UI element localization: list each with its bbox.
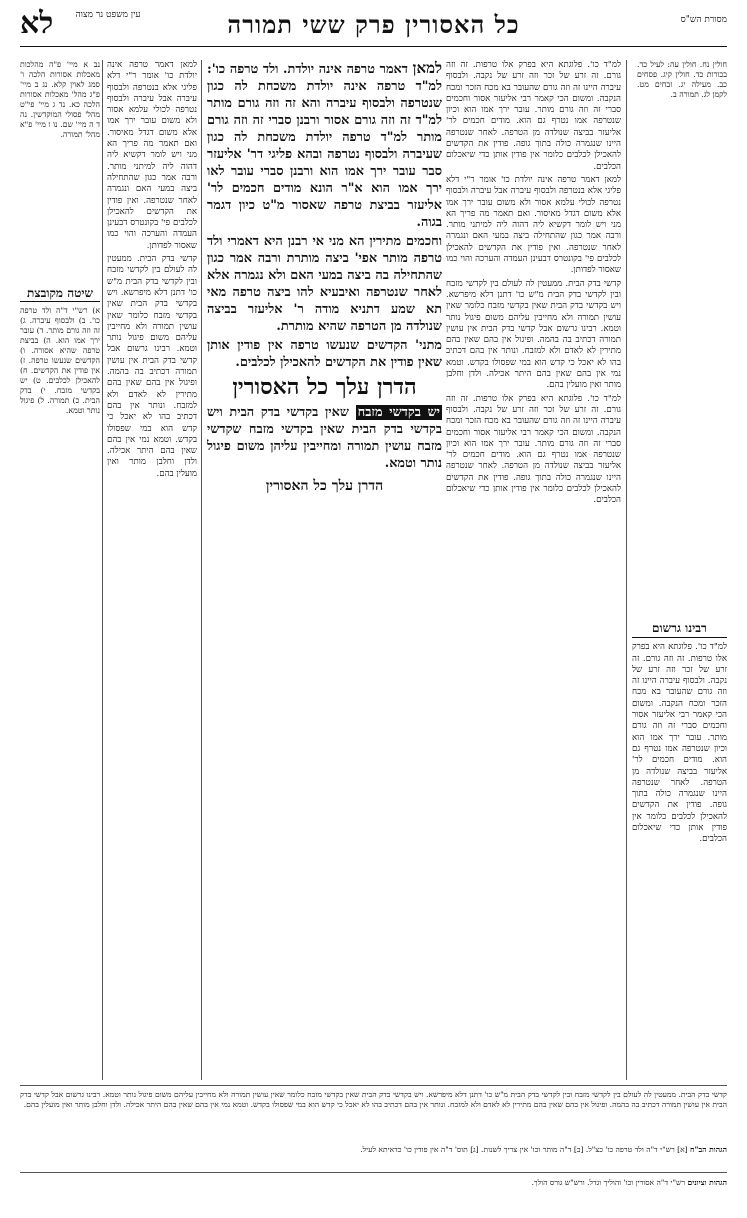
- rabbeinu-gershom-title: רבינו גרשום: [632, 620, 727, 638]
- shita-mekubetzet-text: א) רש"י ד"ה ולד טרפה כו'. ב) ולבסוף עיברה. ג) זה וזה גורם מותר. ד) עובר ירך אמו הוא. ה) בביצת טרפה שהיא אסורה. ו) הקדשים שנעשו טרפה. ז) אין פודין את הקדשים. ח) להאכילן לכלבים. ט) יש בקדשי מזבח. י) בדק הבית. כ) תמורה. ל) פיגול נותר וטמא.: [20, 306, 100, 415]
- rabbeinu-gershom-text: למ"ד כו'. פלוגתא היא בפרק אלו טרפות. זה וזה גורם. זה זרע של זכר וזה זרע של נקבה. ולבסוף עיברה היינו זה וזה גורם שהעובר בא מכח הזכר ומכח הנקבה. ומשום הכי קאמר רבי אליעזר אסור וחכמים סברי זה וזה גורם מותר. עובר ירך אמו הוא וכיון שנטרפה אמו נטרף גם הוא. מודים חכמים לר' אליעזר בביצה שנולדה מן הטרפה. לאחר שנטרפה היינו שנגמרה כולה בתוך גופה. פודין את הקדשים להאכילן לכלבים כלומר אין פודין אותן כדי שיאכלום הכלבים.: [632, 642, 727, 845]
- column-divider: [102, 60, 103, 1080]
- hagahot-vetziyunim-text: רש"י ד"ה אסורין וכו' והוליך וגדל. ורש"ש גורס הולך.: [531, 1178, 686, 1187]
- mishna-opening-highlight: יש בקדשי מזבח: [357, 405, 440, 420]
- rashi-column: [446, 60, 621, 1080]
- shita-mekubetzet-column: [20, 285, 100, 1080]
- header-rule: [20, 46, 727, 47]
- ein-mishpat-label: עין משפט נר מצוה: [75, 10, 141, 20]
- hagahot-vetziyunim: [20, 1178, 727, 1200]
- gemara-text-3: מתני' הקדשים שנעשו טרפה אין פודין אותן שאין פודין את הקדשים להאכילן לכלבים.: [207, 338, 442, 370]
- hagahot-habach-text: [א] רש"י ד"ה ולד טרפה כו' כצ"ל. [ב] ד"ה מותר וכו' אין צריך לשנות. [ג] תוס' ד"ה אין פודין כו' כדאיתא לעיל.: [360, 1145, 688, 1154]
- ein-mishpat-text: נב א מיי' פ"ה מהלכות מאכלות אסורות הלכה ו' סמג לאוין קלא. נג ב מיי' פ"ג מהל' מאכלות אסורות הלכה כא. נד ג מיי' פי"ט מהל' פסולי המוקדשין. נה ד ה מיי' שם. נו ו מיי' פ"א מהל' תמורה.: [20, 60, 100, 139]
- notes-rule: [20, 1085, 727, 1086]
- tosafot-text: למאן דאמר טרפה אינה יולדת כו' אומר ר"י דלא פליגי אלא בנטרפה ולבסוף עיברה אבל עיברה ולבסוף נטרפה לכולי עלמא אסור ולא משום עובר ירך אמו אלא משום דגדל מאיסור. ואם תאמר מה פריך הא מני ויש לומר דקשיא ליה דהוה ליה למיתני מותר. ורבה אמר כגון שהתחילה ביצה במעי האם ונגמרה לאחר שנטרפה. ואין פודין את הקדשים להאכילן לכלבים פי' בקונטרס דבעינן העמדה והערכה והוי כמו שאסור לפדותן.: [107, 60, 197, 251]
- notes-rule: [20, 1172, 727, 1173]
- opening-word: למאן: [412, 60, 442, 77]
- commentary-continued-text: קדשי בדק הבית. ממעטין לה לעולם בין לקדשי מזבח ובין לקדשי בדק הבית מ"ש כו' דתנן דלא מיפרשא. ויש בקדשי בדק הבית שאין בקדשי מזבח כלומר שאין עושין תמורה ולא מחייבין עליהם משום פיגול נותר וטמא. רבינו גרשום אבל קדשי בדק הבית אין עושין תמורה דכתיב בה בהמה. ופיגול אין בהם שאין בהם מתירין לא לאדם ולא למזבח. ונותר אין בהם דכתיב בהו לא יאכל כי קדש הוא במי שפסולו בקדש. וטמא נמי אין בהם שאין בהם היתר אכילה. ולדן וחלבן מותר ואין מועלין בהם.: [446, 278, 621, 391]
- tosafot-text-2: קדשי בדק הבית. ממעטין לה לעולם בין לקדשי מזבח ובין לקדשי בדק הבית מ"ש כו' דתנן דלא מיפרשא. ויש בקדשי בדק הבית שאין בקדשי מזבח כלומר שאין עושין תמורה ולא מחייבין עליהם משום פיגול נותר וטמא. רבינו גרשום אבל קדשי בדק הבית אין עושין תמורה דכתיב בה בהמה. ופיגול אין בהם שאין בהם מתירין לא לאדם ולא למזבח. ונותר אין בהם דכתיב בהו לא יאכל כי קדש הוא במי שפסולו בקדש. וטמא נמי אין בהם שאין בהם היתר אכילה. ולדן וחלבן מותר ואין מועלין בהם.: [107, 254, 197, 479]
- shita-mekubetzet-title: שיטה מקובצת: [20, 285, 100, 302]
- gemara-text-1: דאמר טרפה אינה יולדת. ולד טרפה כו': למ"ד טרפה אינה יולדת משכחת לה כגון שנטרפה ולבסוף עיברה והא זה וזה גורם מותר למ"ד זה וזה גורם אסור ורבנן סברי זה וזה גורם מותר למ"ד טרפה יולדת משכחת לה כגון שעיברה ולבסוף נטרפה ובהא פליגי דר' אליעזר סבר עובר ירך אמו הוא ורבנן סברי עובר לאו ירך אמו הוא א"ר הונא מודים חכמים לר' אליעזר בביצת טרפה שאסור מ"ט כיון דגמר בגוה.: [207, 62, 442, 230]
- column-divider: [626, 60, 627, 1080]
- rashi-text: למ"ד כו'. פלוגתא היא בפרק אלו טרפות. זה וזה גורם. זה זרע של זכר וזה זרע של נקבה. ולבסוף עיברה היינו זה וזה גורם שהעובר בא מכח הזכר ומכח הנקבה. ומשום הכי קאמר רבי אליעזר אסור וחכמים סברי זה וזה גורם מותר. עובר ירך אמו הוא וכיון שנטרפה אמו נטרף גם הוא. מודים חכמים לר' אליעזר בביצה שנולדה מן הטרפה. לאחר שנטרפה היינו שנגמרה כולה בתוך גופה. פודין את הקדשים להאכילן לכלבים כלומר אין פודין אותן כדי שיאכלום הכלבים.: [446, 60, 621, 172]
- hagahot-vetziyunim-title: הגהות וציונים: [687, 1178, 727, 1187]
- mishna-text: שאין בקדשי בדק הבית ויש בקדשי בדק הבית שאין בקדשי מזבח שקדשי מזבח עושין תמורה ומחייבין עליהן משום פיגול נותר וטמא.: [207, 405, 442, 471]
- daf-number: לא: [20, 6, 54, 41]
- masoret-hashas-column: [637, 60, 727, 620]
- bottom-commentary: [20, 1090, 727, 1140]
- masoret-hashas-text: חולין נח. חולין עה: לעיל כד. בכורות כד. חולין קיג. פסחים כב. מעילה יג. זבחים מט. לקמן לג. תמורה ב.: [637, 60, 727, 99]
- tosafot-column: [107, 60, 197, 1080]
- hagahot-habach-title: הגהות הב"ח: [690, 1145, 727, 1154]
- hadran-heading: הדרן עלך כל האסורין: [232, 374, 417, 400]
- rashi-text-repeat: למ"ד כו'. פלוגתא היא בפרק אלו טרפות. זה וזה גורם. זה זרע של זכר וזה זרע של נקבה. ולבסוף עיברה היינו זה וזה גורם שהעובר בא מכח הזכר ומכח הנקבה. ומשום הכי קאמר רבי אליעזר אסור וחכמים סברי זה וזה גורם מותר. עובר ירך אמו הוא וכיון שנטרפה אמו נטרף גם הוא. מודים חכמים לר' אליעזר בביצה שנולדה מן הטרפה. לאחר שנטרפה היינו שנגמרה כולה בתוך גופה. פודין את הקדשים להאכילן לכלבים כלומר אין פודין אותן כדי שיאכלום הכלבים.: [446, 393, 621, 506]
- tosafot-continued-text: למאן דאמר טרפה אינה יולדת כו' אומר ר"י דלא פליגי אלא בנטרפה ולבסוף עיברה אבל עיברה ולבסוף נטרפה לכולי עלמא אסור ולא משום עובר ירך אמו אלא משום דגדל מאיסור. ואם תאמר מה פריך הא מני ויש לומר דקשיא ליה דהוה ליה למיתני מותר. ורבה אמר כגון שהתחילה ביצה במעי האם ונגמרה לאחר שנטרפה. ואין פודין את הקדשים להאכילן לכלבים פי' בקונטרס דבעינן העמדה והערכה והוי כמו שאסור לפדותן.: [446, 174, 621, 276]
- hagahot-habach: [20, 1145, 727, 1167]
- bottom-commentary-text: קדשי בדק הבית. ממעטין לה לעולם בין לקדשי מזבח ובין לקדשי בדק הבית מ"ש כו' דתנן דלא מיפרשא. ויש בקדשי בדק הבית שאין בקדשי מזבח כלומר שאין עושין תמורה ולא מחייבין עליהם משום פיגול נותר וטמא. רבינו גרשום אבל קדשי בדק הבית אין עושין תמורה דכתיב בה בהמה. ופיגול אין בהם שאין בהם מתירין לא לאדם ולא למזבח. ונותר אין בהם דכתיב בהו לא יאכל כי קדש הוא במי שפסולו בקדש. וטמא נמי אין בהם שאין בהם היתר אכילה. ולדן וחלבן מותר ואין מועלין בהם.: [20, 1090, 727, 1109]
- gemara-text-2: וחכמים מתירין הא מני אי רבנן היא דאמרי ולד טרפה מותר אפי' ביצה מותרת ורבה אמר כגון שהתחילה בה ביצה במעי האם ולא נגמרה אלא לאחר שנטרפה ואיבעיא להו ביצה טרפה מאי תא שמע דתניא מודה ר' אליעזר בביצה שנולדה מן הטרפה שהיא מותרת.: [207, 234, 442, 334]
- ein-mishpat-column: [20, 60, 100, 280]
- masoret-hashas-label: מסורת הש"ס: [680, 15, 727, 25]
- running-title: כל האסורין פרק ששי תמורה: [227, 10, 520, 39]
- hadran-small-heading: הדרן עלך כל האסורין: [265, 478, 384, 494]
- column-divider: [201, 60, 202, 1080]
- page-header: [20, 8, 727, 44]
- gemara-main-text: [207, 60, 442, 1080]
- rabbeinu-gershom-column: [632, 620, 727, 1080]
